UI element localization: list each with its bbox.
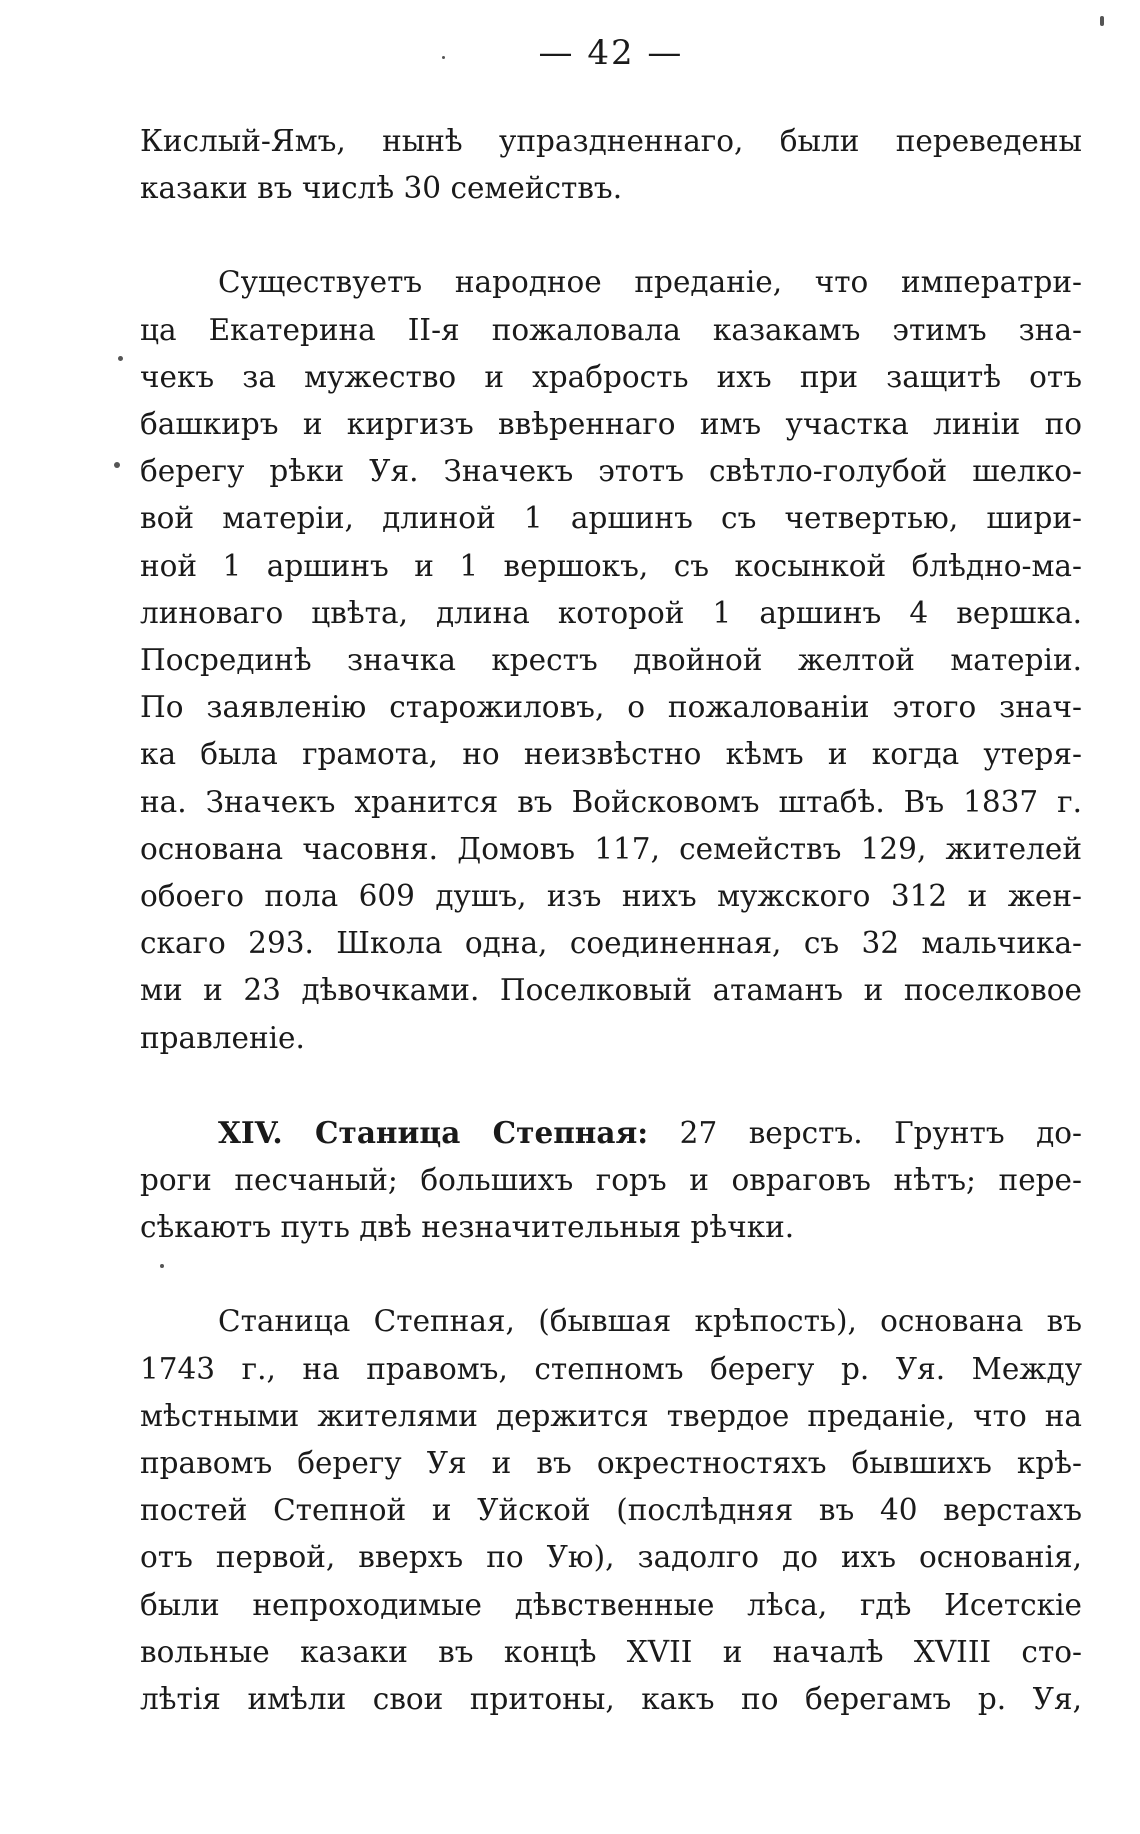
text-line: 1743 г., на правомъ, степномъ берегу р. Уя. Между: [140, 1351, 1082, 1386]
text-line-content: Станица Степная, (бывшая крѣпость), основана въ: [218, 1304, 1082, 1339]
text-line: чекъ за мужество и храбрость ихъ при защитѣ отъ: [140, 359, 1082, 394]
text-line-content: 27 верстъ. Грунтъ до-: [648, 1115, 1082, 1150]
text-line: казаки въ числѣ 30 семействъ.: [140, 171, 623, 206]
text-line: постей Степной и Уйской (послѣдняя въ 40 верстахъ: [140, 1493, 1082, 1528]
text-line: обоего пола 609 душъ, изъ нихъ мужского 312 и жен-: [140, 879, 1082, 914]
page-number: — 42 —: [538, 33, 684, 73]
scan-speck: [118, 356, 123, 361]
text-line: берегу рѣки Уя. Значекъ этотъ свѣтло-голубой шелко-: [140, 454, 1082, 489]
paragraph-gap: [140, 212, 1082, 259]
text-line: отъ первой, вверхъ по Ую), задолго до ихъ основанія,: [140, 1540, 1082, 1575]
text-line: лѣтія имѣли свои притоны, какъ по берегамъ р. Уя,: [140, 1682, 1082, 1717]
text-line: линоваго цвѣта, длина которой 1 аршинъ 4 вершка.: [140, 595, 1082, 630]
text-line: Кислый-Ямъ, нынѣ упраздненнаго, были переведены: [140, 124, 1082, 158]
paragraph-gap: [140, 1251, 1082, 1298]
text-line: были непроходимые дѣвственные лѣса, гдѣ Исетскіе: [140, 1587, 1082, 1622]
text-line: ной 1 аршинъ и 1 вершокъ, съ косынкой блѣдно-ма-: [140, 548, 1082, 583]
text-line: вой матеріи, длиной 1 аршинъ съ четвертью, шири-: [140, 501, 1082, 536]
text-line: башкиръ и киргизъ ввѣреннаго имъ участка линіи по: [140, 407, 1082, 442]
text-line: на. Значекъ хранится въ Войсковомъ штабѣ. Въ 1837 г.: [140, 784, 1082, 819]
text-line: [140, 259, 1082, 306]
scan-speck: [1100, 16, 1104, 26]
paragraph-2: [140, 259, 1082, 1061]
paragraph-1: [140, 118, 1082, 212]
text-line-content: Существуетъ народное преданіе, что императри-: [218, 265, 1082, 300]
scan-speck: [442, 56, 445, 59]
book-page: [140, 28, 1082, 1723]
text-line: ца Екатерина II-я пожаловала казакамъ этимъ зна-: [140, 312, 1082, 347]
text-line: По заявленію старожиловъ, о пожалованіи этого знач-: [140, 690, 1082, 725]
text-line: сѣкаютъ путь двѣ незначительныя рѣчки.: [140, 1210, 795, 1245]
text-line: ми и 23 дѣвочками. Поселковый атаманъ и поселковое: [140, 973, 1082, 1008]
text-line: правленіе.: [140, 1020, 305, 1055]
section-xiv: [140, 1109, 1082, 1252]
text-line: [140, 1109, 1082, 1157]
text-line: основана часовня. Домовъ 117, семействъ 129, жителей: [140, 831, 1082, 866]
text-line: ка была грамота, но неизвѣстно кѣмъ и когда утеря-: [140, 737, 1082, 772]
text-line: правомъ берегу Уя и въ окрестностяхъ бывшихъ крѣ-: [140, 1446, 1082, 1481]
text-line: [140, 1298, 1082, 1345]
text-line: вольные казаки въ концѣ XVII и началѣ XVIII сто-: [140, 1634, 1082, 1669]
text-line: роги песчаный; большихъ горъ и овраговъ нѣтъ; пере-: [140, 1163, 1082, 1198]
section-heading: XIV. Станица Степная:: [218, 1114, 649, 1150]
text-line: мѣстными жителями держится твердое преданіе, что на: [140, 1398, 1082, 1433]
paragraph-4: [140, 1298, 1082, 1723]
text-line: Посрединѣ значка крестъ двойной желтой матеріи.: [140, 643, 1082, 678]
scan-speck: [160, 1264, 164, 1268]
text-line: скаго 293. Школа одна, соединенная, съ 32 мальчика-: [140, 926, 1082, 961]
scan-speck: [114, 462, 120, 468]
paragraph-gap: [140, 1062, 1082, 1109]
